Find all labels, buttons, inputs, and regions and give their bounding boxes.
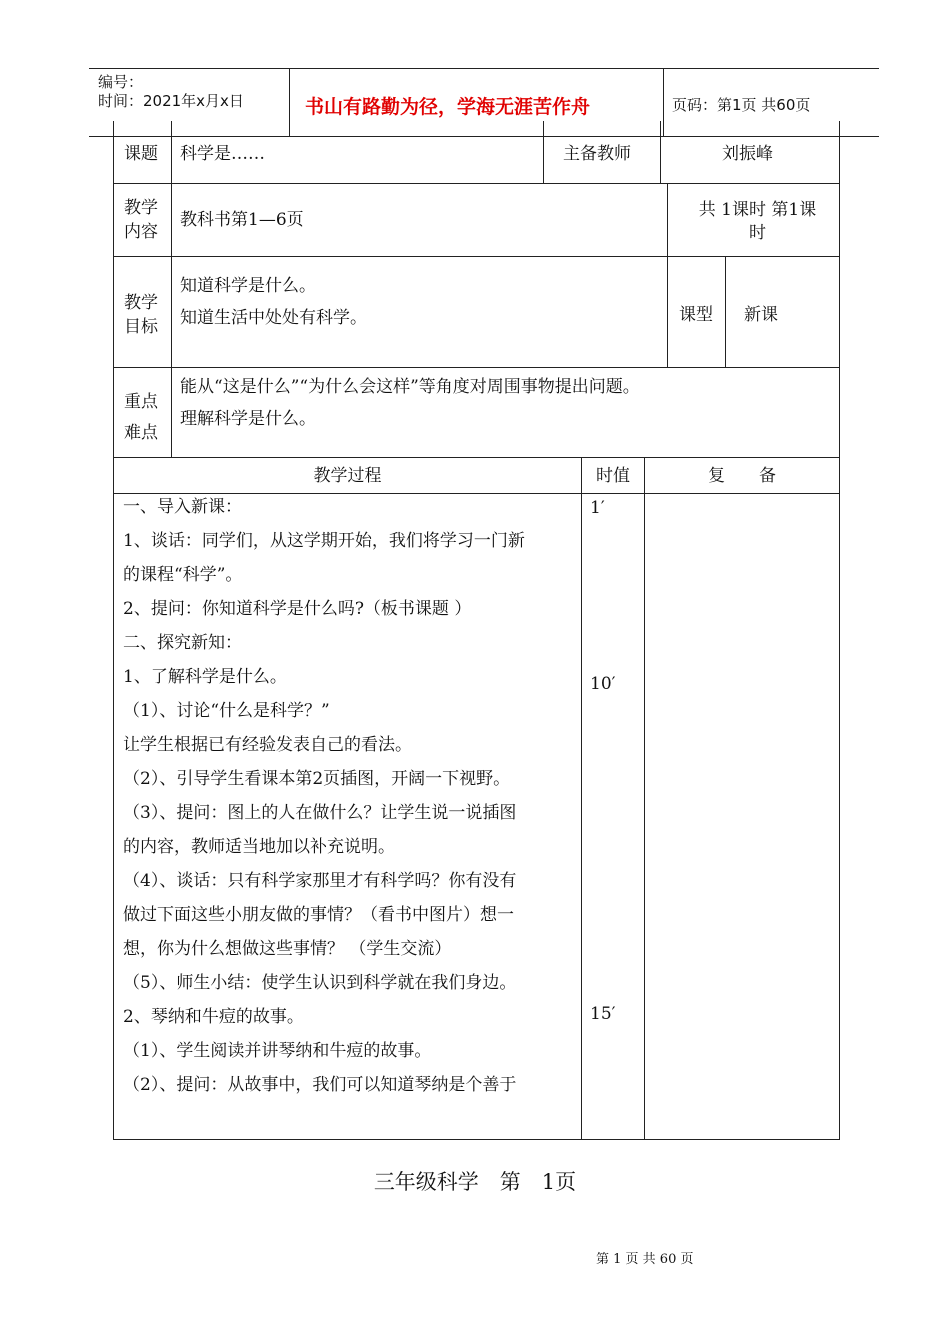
process-line: 一、导入新课：	[123, 497, 242, 517]
lesson-hours-line1: 共 1课时 第1课	[698, 200, 817, 220]
topic-value: 科学是……	[180, 144, 265, 164]
goal-label-line2: 目标	[124, 317, 158, 337]
lesson-type-label: 课型	[679, 305, 713, 325]
process-line: 二、探究新知：	[123, 633, 242, 653]
process-line: （1）、讨论“什么是科学？”	[123, 701, 330, 721]
key-label	[124, 387, 158, 449]
topic-label: 课题	[124, 144, 158, 164]
goal-item: 知道科学是什么。	[180, 276, 316, 296]
process-line: 让学生根据已有经验发表自己的看法。	[123, 735, 412, 755]
process-line: （2）、提问：从故事中，我们可以知道琴纳是个善于	[123, 1075, 517, 1095]
key-label-line2: 难点	[124, 423, 158, 443]
lesson-type-value: 新课	[744, 305, 778, 325]
process-line: 1、谈话：同学们，从这学期开始，我们将学习一门新	[123, 531, 525, 551]
key-list	[180, 371, 640, 435]
process-content	[123, 490, 578, 1102]
time-value: 1′	[590, 498, 605, 518]
key-item: 理解科学是什么。	[180, 409, 316, 429]
process-line: （2）、引导学生看课本第2页插图，开阔一下视野。	[123, 769, 511, 789]
header-motto: 书山有路勤为径，学海无涯苦作舟	[305, 96, 591, 118]
process-line: 的课程“科学”。	[123, 565, 243, 585]
time-value: 15′	[590, 1004, 616, 1024]
key-item: 能从“这是什么”“为什么会这样”等角度对周围事物提出问题。	[180, 377, 640, 397]
process-line: （5）、师生小结：使学生认识到科学就在我们身边。	[123, 973, 517, 993]
content-value: 教科书第1—6页	[180, 210, 304, 230]
time-header: 时值	[596, 466, 630, 486]
footer-page-number: 第 1 页 共 60 页	[596, 1252, 694, 1267]
teacher-label: 主备教师	[563, 144, 631, 164]
process-line: 的内容，教师适当地加以补充说明。	[123, 837, 395, 857]
footer-title: 三年级科学 第 1页	[373, 1170, 577, 1194]
process-line: 1、了解科学是什么。	[123, 667, 287, 687]
content-label-line1: 教学	[124, 198, 158, 218]
process-line: 想，你为什么想做这些事情？ （学生交流）	[123, 939, 452, 959]
process-line: （1）、学生阅读并讲琴纳和牛痘的故事。	[123, 1041, 432, 1061]
process-line: （3）、提问：图上的人在做什么？让学生说一说插图	[123, 803, 517, 823]
document-time-label: 时间：2021年x月x日	[98, 92, 244, 110]
key-label-line1: 重点	[124, 392, 158, 412]
goal-label	[124, 291, 158, 339]
process-line: 2、琴纳和牛痘的故事。	[123, 1007, 304, 1027]
goal-item: 知道生活中处处有科学。	[180, 308, 367, 328]
goal-label-line1: 教学	[124, 293, 158, 313]
content-label	[124, 196, 158, 244]
process-line: 2、提问：你知道科学是什么吗?（板书课题 ）	[123, 599, 472, 619]
process-line: （4）、谈话：只有科学家那里才有科学吗？你有没有	[123, 871, 517, 891]
page-code: 页码：第1页 共60页	[672, 96, 811, 114]
lesson-hours	[680, 199, 835, 245]
content-label-line2: 内容	[124, 222, 158, 242]
goal-list	[180, 270, 367, 334]
process-header: 教学过程	[313, 466, 382, 486]
lesson-hours-line2: 时	[749, 223, 766, 243]
teacher-value: 刘振峰	[722, 144, 773, 164]
document-number-label: 编号：	[98, 73, 144, 91]
process-line: 做过下面这些小朋友做的事情？（看书中图片）想一	[123, 905, 514, 925]
time-value: 10′	[590, 674, 616, 694]
review-header: 复 备	[708, 466, 776, 486]
